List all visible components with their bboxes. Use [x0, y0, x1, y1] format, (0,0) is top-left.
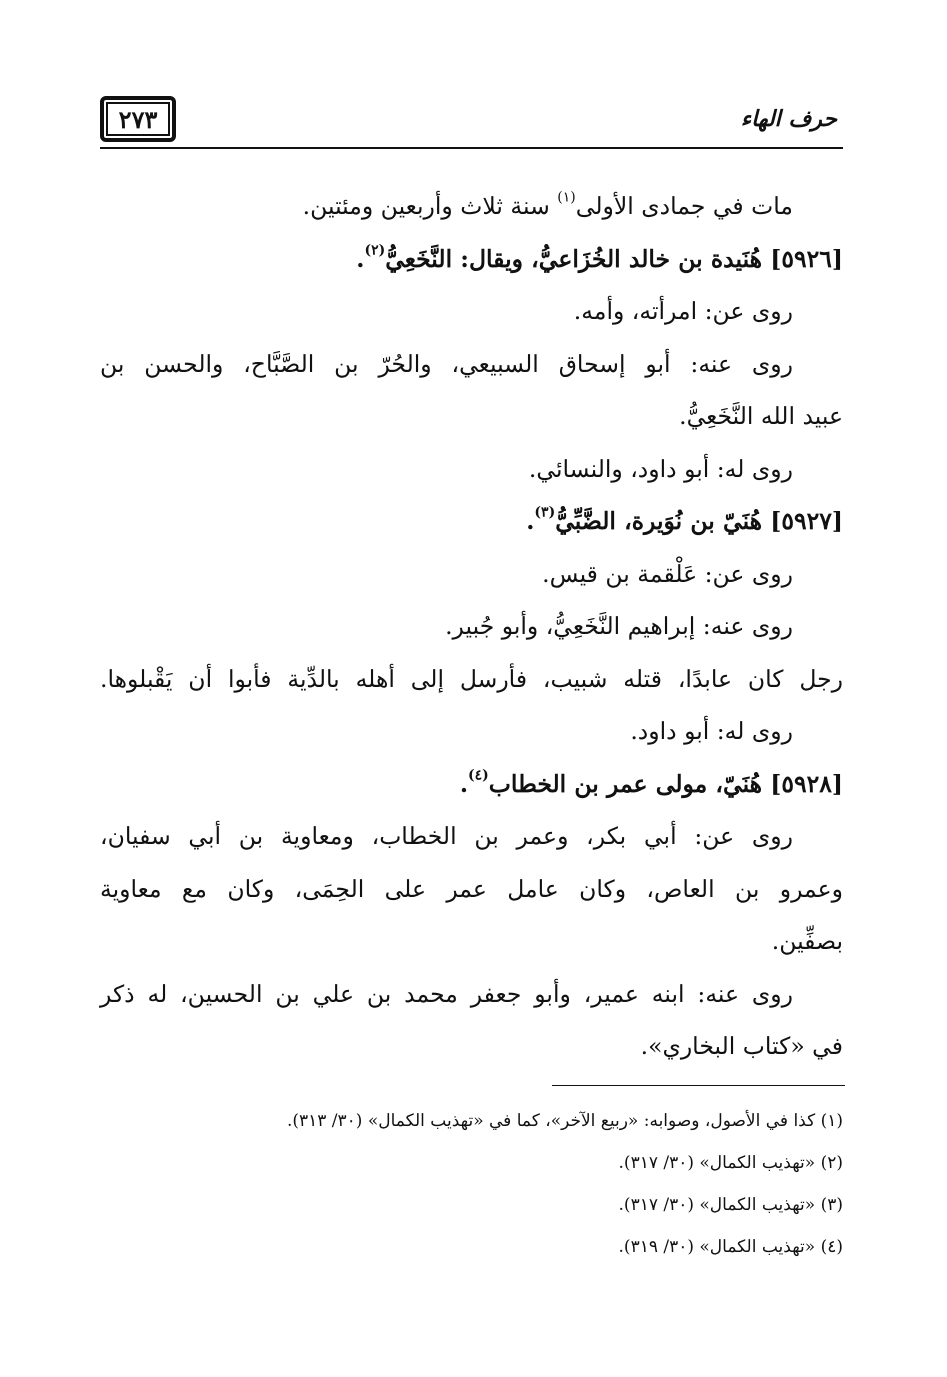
text-line: روى عنه: إبراهيم النَّخَعِيُّ، وأبو جُبير.	[445, 612, 793, 640]
footnote-ref: (١)	[557, 189, 576, 206]
text-line: وعمرو بن العاص، وكان عامل عمر على الحِمَى، وكان مع معاوية	[100, 874, 843, 903]
footnote-ref: (٤)	[468, 766, 489, 783]
text-line: بصفِّين.	[771, 927, 843, 955]
text-line: في «كتاب البخاري».	[640, 1032, 843, 1060]
text-line: روى له: أبو داود.	[630, 717, 793, 745]
footnote-ref: (٢)	[364, 241, 386, 258]
text-line: رجل كان عابدًا، قتله شبيب، فأرسل إلى أهله بالدِّية فأبوا أن يَقْبلوها.	[100, 664, 843, 693]
page-header	[100, 96, 843, 152]
text-line: عبيد الله النَّخَعِيُّ.	[679, 402, 843, 430]
text-line: مات في جمادى الأولى$^{(١)}$ سنة ثلاث وأربعين ومئتين.	[302, 189, 793, 220]
text-line: روى عنه: أبو إسحاق السبيعي، والحُرّ بن الصَّبَّاح، والحسن بن	[100, 349, 793, 378]
text-line: روى عن: عَلْقمة بن قيس.	[542, 559, 793, 588]
entry-heading-5928: [٥٩٢٨] هُنَيّ، مولى عمر بن الخطاب$^{(٤)}$.	[459, 766, 843, 798]
footnote-3: (٣) «تهذيب الكمال» (٣٠/ ٣١٧).	[618, 1195, 843, 1215]
footnote-1: (١) كذا في الأصول، وصوابه: «ربيع الآخر»، كما في «تهذيب الكمال» (٣٠/ ٣١٣).	[286, 1111, 843, 1131]
text-line: روى عن: امرأته، وأمه.	[573, 297, 793, 325]
running-title: حرف الهاء	[740, 106, 837, 132]
footnote-4: (٤) «تهذيب الكمال» (٣٠/ ٣١٩).	[618, 1237, 843, 1257]
header-rule	[100, 147, 843, 149]
entry-heading-5927: [٥٩٢٧] هُنَيّ بن نُوَيرة، الضَّبِّيُّ$^{(٣)}$.	[526, 504, 843, 535]
main-text	[100, 180, 843, 1073]
footnote-2: (٢) «تهذيب الكمال» (٣٠/ ٣١٧).	[618, 1153, 843, 1173]
footnotes	[100, 1106, 843, 1274]
page-number-box: ٢٧٣	[100, 96, 176, 142]
text-line: روى عنه: ابنه عمير، وأبو جعفر محمد بن علي بن الحسين، له ذكر	[100, 979, 793, 1008]
footnote-separator	[552, 1085, 845, 1086]
text-line: روى له: أبو داود، والنسائي.	[528, 454, 793, 483]
entry-heading-5926: [٥٩٢٦] هُنَيدة بن خالد الخُزَاعيُّ، ويقال: النَّخَعِيُّ$^{(٢)}$.	[356, 241, 843, 273]
text-line: روى عن: أبي بكر، وعمر بن الخطاب، ومعاوية بن أبي سفيان،	[100, 822, 793, 850]
footnote-ref: (٣)	[534, 504, 556, 521]
